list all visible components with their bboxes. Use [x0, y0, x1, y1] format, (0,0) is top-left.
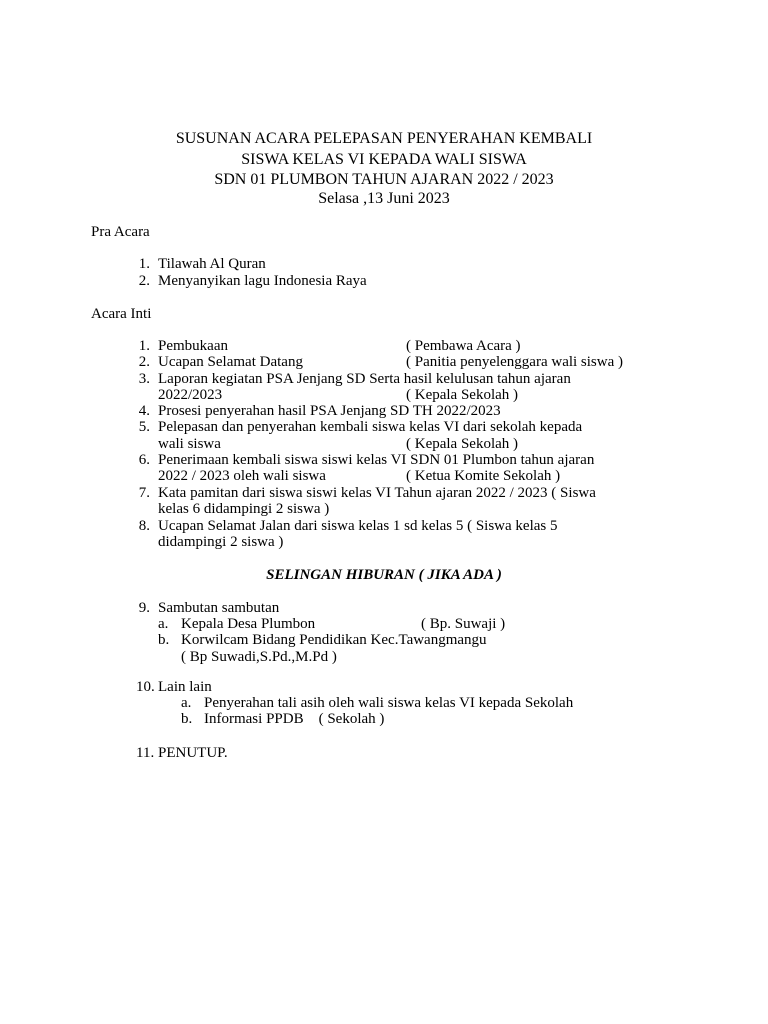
item-9-sub-b-cont: ( Bp Suwadi,S.Pd.,M.Pd ): [181, 649, 337, 665]
acara-inti-item-7-num: 7.: [138, 485, 150, 501]
acara-inti-item-8-num: 8.: [138, 518, 150, 534]
item-9-sub-a: Kepala Desa Plumbon: [181, 616, 316, 632]
acara-inti-item-6-cont: 2022 / 2023 oleh wali siswa: [158, 468, 326, 484]
item-10-sub-a-letter: a.: [181, 695, 192, 711]
pra-acara-item-2-num: 2.: [138, 273, 150, 289]
item-9-sub-a-letter: a.: [158, 616, 169, 632]
acara-inti-item-2: Ucapan Selamat Datang: [158, 354, 303, 370]
item-9-sub-b: Korwilcam Bidang Pendidikan Kec.Tawangmangu: [181, 632, 487, 648]
acara-inti-item-5-cont: wali siswa: [158, 436, 221, 452]
item-9-sub-a-role: ( Bp. Suwaji ): [421, 616, 506, 632]
title-line-2: SISWA KELAS VI KEPADA WALI SISWA: [241, 151, 527, 168]
acara-inti-item-4: Prosesi penyerahan hasil PSA Jenjang SD TH 2022/2023: [158, 403, 501, 419]
item-11: PENUTUP.: [158, 745, 228, 761]
selingan-hiburan-heading: SELINGAN HIBURAN ( JIKA ADA ): [266, 567, 502, 583]
acara-inti-item-2-role: ( Panitia penyelenggara wali siswa ): [406, 354, 624, 370]
acara-inti-item-5: Pelepasan dan penyerahan kembali siswa kelas VI dari sekolah kepada: [158, 419, 583, 435]
item-9-sub-b-letter: b.: [158, 632, 170, 648]
title-line-3: SDN 01 PLUMBON TAHUN AJARAN 2022 / 2023: [214, 171, 554, 188]
acara-inti-item-6-num: 6.: [138, 452, 150, 468]
pra-acara-item-1-num: 1.: [138, 256, 150, 272]
item-11-num: 11.: [136, 745, 155, 761]
item-10: Lain lain: [158, 679, 212, 695]
acara-inti-item-6-role: ( Ketua Komite Sekolah ): [406, 468, 561, 484]
acara-inti-item-3-cont: 2022/2023: [158, 387, 223, 403]
acara-inti-item-3-num: 3.: [138, 371, 150, 387]
acara-inti-item-7: Kata pamitan dari siswa siswi kelas VI Tahun ajaran 2022 / 2023 ( Siswa: [158, 485, 596, 501]
item-10-sub-b: Informasi PPDB ( Sekolah ): [204, 711, 385, 727]
acara-inti-item-7-cont: kelas 6 didampingi 2 siswa ): [158, 501, 330, 517]
pra-acara-item-1: Tilawah Al Quran: [158, 256, 266, 272]
acara-inti-item-6: Penerimaan kembali siswa siswi kelas VI SDN 01 Plumbon tahun ajaran: [158, 452, 595, 468]
item-10-sub-b-letter: b.: [181, 711, 193, 727]
title-line-1: SUSUNAN ACARA PELEPASAN PENYERAHAN KEMBALI: [175, 130, 593, 147]
acara-inti-item-3: Laporan kegiatan PSA Jenjang SD Serta hasil kelulusan tahun ajaran: [158, 371, 571, 387]
item-9-num: 9.: [138, 600, 150, 616]
acara-inti-item-8: Ucapan Selamat Jalan dari siswa kelas 1 sd kelas 5 ( Siswa kelas 5: [158, 518, 558, 534]
acara-inti-item-1: Pembukaan: [158, 338, 228, 354]
acara-inti-item-1-num: 1.: [138, 338, 150, 354]
acara-inti-item-1-role: ( Pembawa Acara ): [406, 338, 521, 354]
item-10-num: 10.: [136, 679, 155, 695]
item-10-sub-a: Penyerahan tali asih oleh wali siswa kelas VI kepada Sekolah: [204, 695, 574, 711]
acara-inti-item-5-role: ( Kepala Sekolah ): [406, 436, 519, 452]
item-9: Sambutan sambutan: [158, 600, 280, 616]
acara-inti-item-8-cont: didampingi 2 siswa ): [158, 534, 284, 550]
pra-acara-heading: Pra Acara: [91, 224, 150, 240]
acara-inti-item-2-num: 2.: [138, 354, 150, 370]
acara-inti-item-3-role: ( Kepala Sekolah ): [406, 387, 519, 403]
acara-inti-item-5-num: 5.: [138, 419, 150, 435]
acara-inti-heading: Acara Inti: [91, 306, 152, 322]
title-date: Selasa ,13 Juni 2023: [318, 190, 450, 207]
acara-inti-item-4-num: 4.: [138, 403, 150, 419]
pra-acara-item-2: Menyanyikan lagu Indonesia Raya: [158, 273, 367, 289]
